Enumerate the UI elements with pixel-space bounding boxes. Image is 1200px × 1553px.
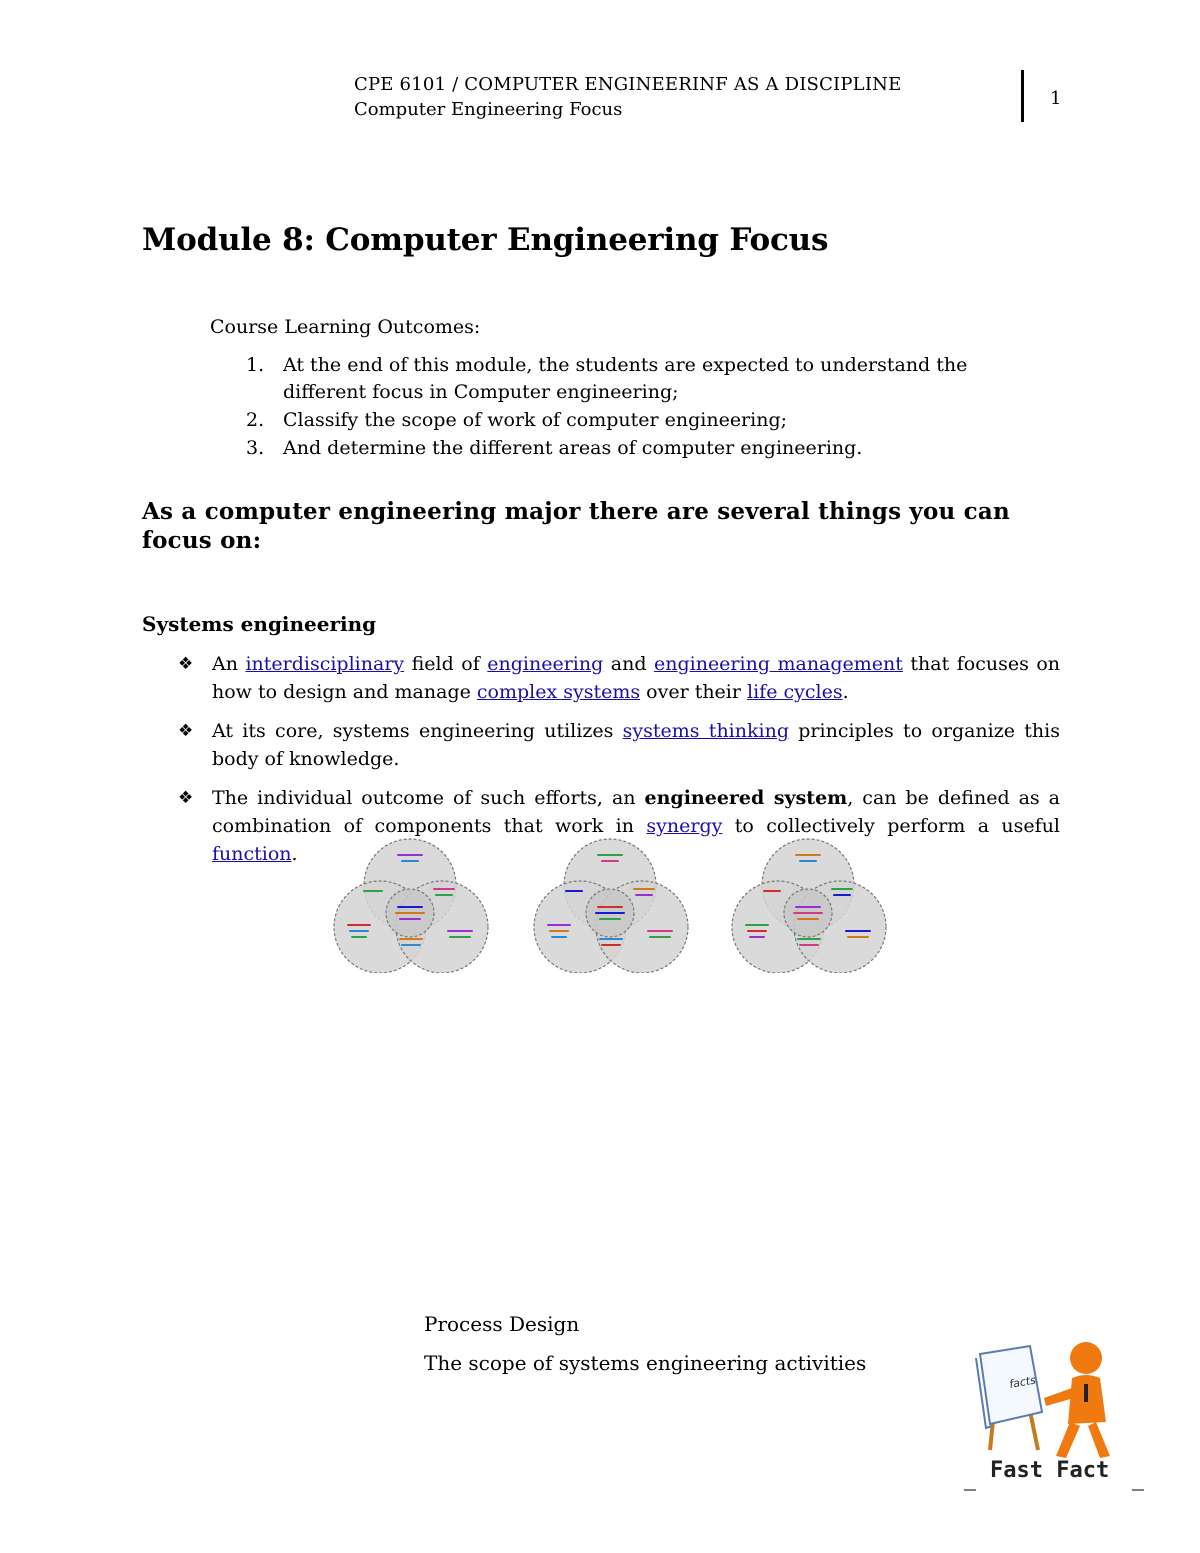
page-number: 1 [1050,88,1062,109]
bold-term: engineered system [644,787,848,809]
venn-diagram-image [330,835,492,973]
link-engineering-management[interactable]: engineering management [653,653,903,675]
outcomes-list [246,352,1026,463]
bullet-text: , can be defined as a combination of components that work in [212,787,1061,837]
bullet-text: that focuses on how to design and manage [212,653,1061,703]
outcome-text: At the end of this module, the students are expected to understand the different focus in Computer engineering; [283,354,968,403]
bullet-text: At its core, systems engineering utilizes [212,720,623,742]
outcome-number: 3. [246,437,265,459]
link-interdisciplinary[interactable]: interdisciplinary [245,653,405,675]
outcome-text: And determine the different areas of computer engineering. [283,437,863,459]
link-function[interactable]: function [212,843,292,865]
outcome-item [246,435,1026,462]
diamond-bullet-icon: ❖ [178,788,194,808]
venn-diagram-image [726,835,888,973]
bullet-text: field of [404,653,488,675]
fast-fact-label: Fast Fact [990,1458,1110,1483]
bullet-text: over their [640,681,748,703]
bullet-text: . [291,843,298,865]
outcome-number: 1. [246,354,265,376]
link-life-cycles[interactable]: life cycles [747,681,843,703]
bullet-item [178,717,1060,773]
easel-board-icon [976,1346,1042,1450]
header-divider [1021,70,1024,122]
bullet-text: The individual outcome of such efforts, an [212,787,645,809]
caption-scope: The scope of systems engineering activities [424,1351,867,1375]
venn-diagram-image [528,835,690,973]
bullet-text: An [212,653,246,675]
outcomes-label: Course Learning Outcomes: [210,316,481,338]
link-systems-thinking[interactable]: systems thinking [622,720,789,742]
diamond-bullet-icon: ❖ [178,721,194,741]
outcome-text: Classify the scope of work of computer engineering; [283,409,788,431]
outcome-item [246,407,1026,434]
bullet-text: to collectively perform a useful [722,815,1061,837]
link-engineering[interactable]: engineering [487,653,604,675]
outcome-item [246,352,1026,406]
lead-heading: As a computer engineering major there are several things you can focus on: [142,498,1010,554]
header-course: CPE 6101 / COMPUTER ENGINEERINF AS A DISCIPLINE [354,74,902,95]
link-synergy[interactable]: synergy [646,815,723,837]
link-complex-systems[interactable]: complex systems [476,681,641,703]
caption-process-design: Process Design [424,1312,580,1336]
bullet-text: principles to organize this body of knowledge. [212,720,1060,770]
diamond-bullet-icon: ❖ [178,654,194,674]
header-subtitle: Computer Engineering Focus [354,99,623,120]
page-title: Module 8: Computer Engineering Focus [142,222,829,258]
bullet-text: . [842,681,849,703]
presenter-figure-icon [1044,1342,1110,1458]
board-text: facts [1008,1373,1037,1391]
bullet-item [178,650,1060,706]
outcome-number: 2. [246,409,265,431]
section-heading: Systems engineering [142,612,377,636]
bullet-text: and [603,653,654,675]
